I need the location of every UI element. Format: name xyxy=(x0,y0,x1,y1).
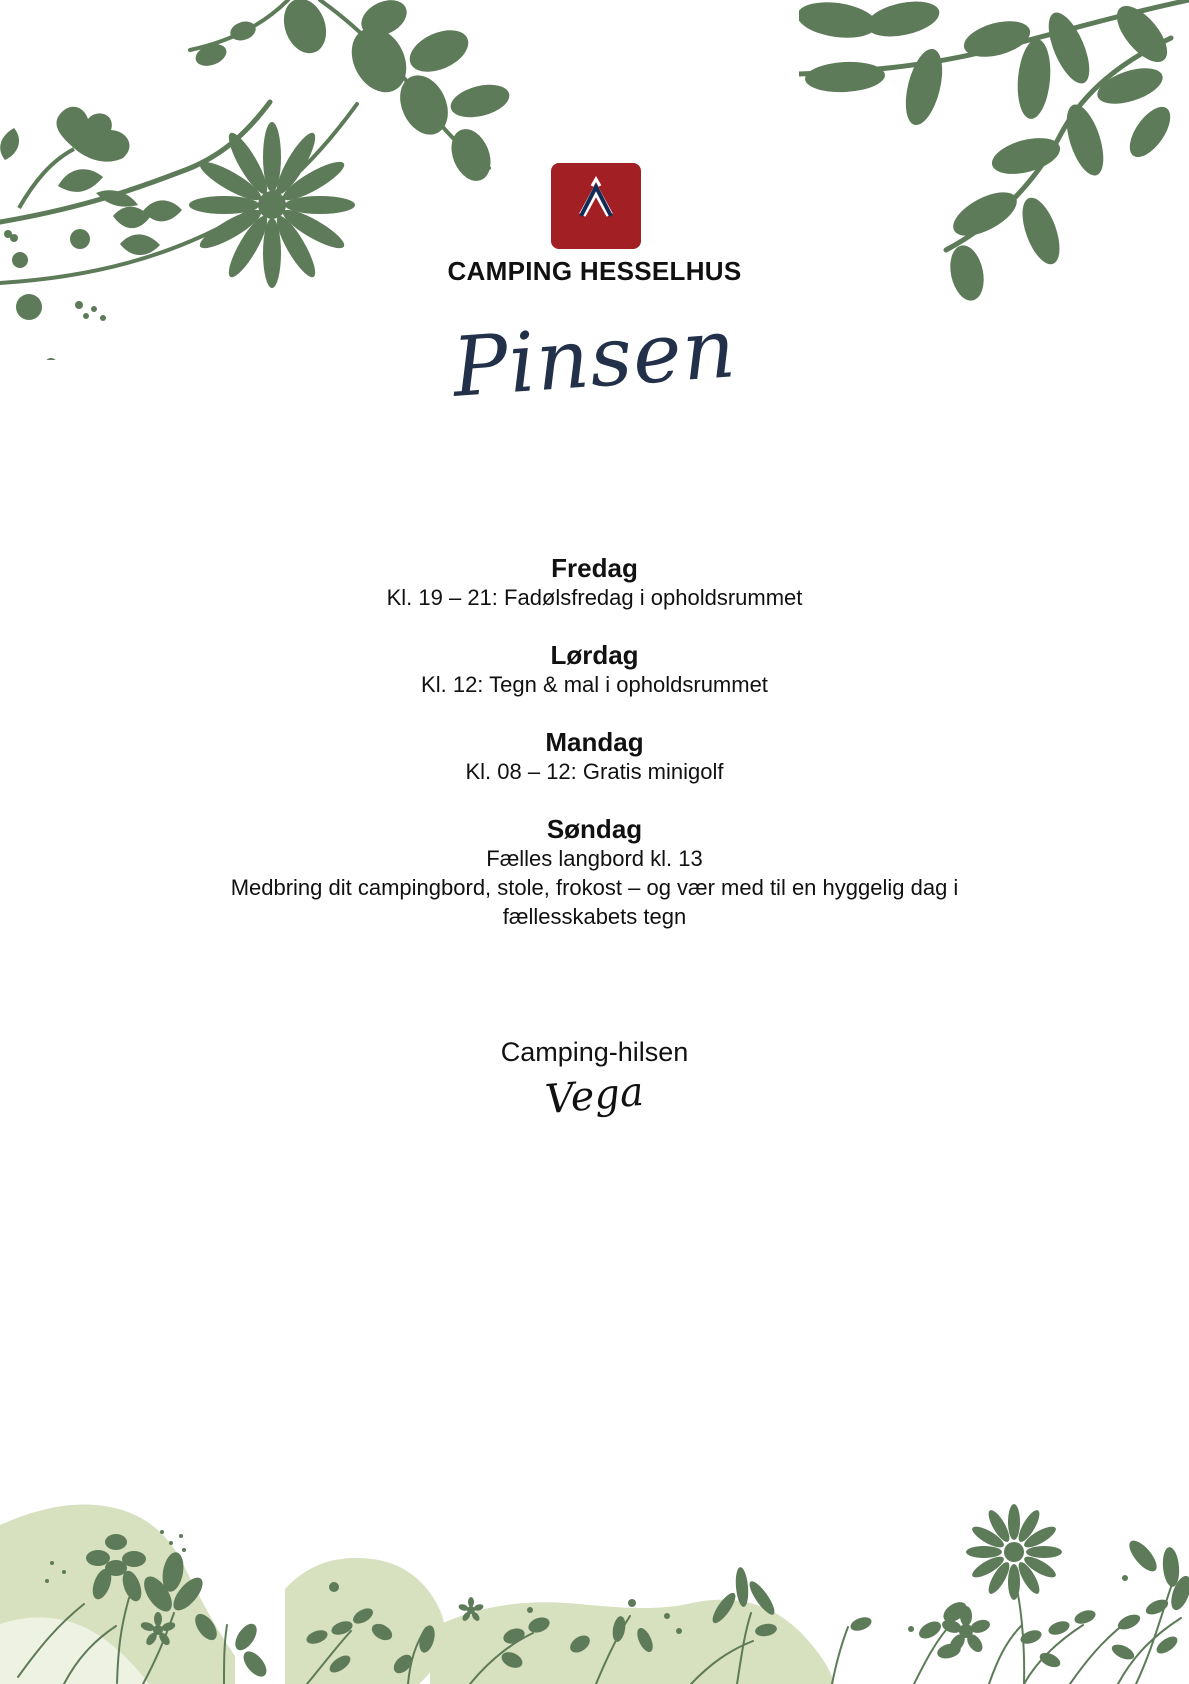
schedule-day-friday xyxy=(0,553,1189,612)
dcu-logo xyxy=(551,163,641,249)
schedule-note: Medbring dit campingbord, stole, frokost – og vær med til en hyggelig dag i fællesskabets tegn xyxy=(230,875,959,929)
schedule-line: Kl. 19 – 21: Fadølsfredag i opholdsrummet xyxy=(386,585,803,610)
day-name: Mandag xyxy=(545,727,644,757)
day-name: Lørdag xyxy=(550,640,639,670)
floral-bottom-border xyxy=(0,1484,1189,1684)
schedule-day-sunday xyxy=(0,814,1189,931)
greeting: Camping-hilsen xyxy=(500,1037,689,1067)
schedule-line: Kl. 08 – 12: Gratis minigolf xyxy=(465,759,724,784)
schedule xyxy=(0,553,1189,959)
page-title: Pinsen xyxy=(449,301,740,416)
logo-block xyxy=(0,0,1189,300)
day-name: Søndag xyxy=(546,814,643,844)
schedule-day-saturday xyxy=(0,640,1189,699)
schedule-day-monday xyxy=(0,727,1189,786)
schedule-line: Kl. 12: Tegn & mal i opholdsrummet xyxy=(421,672,768,697)
day-name: Fredag xyxy=(551,553,638,583)
brand-name: CAMPING HESSELHUS xyxy=(447,256,742,286)
signature: Vega xyxy=(543,1068,646,1124)
schedule-line: Fælles langbord kl. 13 xyxy=(486,846,703,871)
dcu-tent-icon xyxy=(551,163,641,249)
